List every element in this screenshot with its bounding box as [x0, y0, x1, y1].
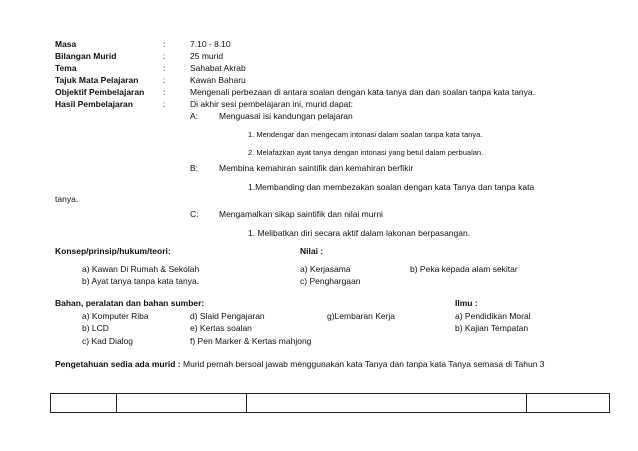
outcome-a-letter: A: [190, 111, 199, 121]
bahan-item: f) Pen Marker & Kertas mahjong [190, 336, 312, 346]
outcome-b-item-line-2: tanya. [55, 194, 79, 204]
outcome-a-title: Menguasai isi kandungan pelajaran [219, 111, 353, 121]
bahan-item: d) Slaid Pengajaran [190, 311, 265, 321]
konsep-item: a) Kawan Di Rumah & Sekolah [82, 264, 200, 274]
bahan-label: Bahan, peralatan dan bahan sumber: [55, 298, 205, 308]
bilangan-murid-colon: : [163, 51, 166, 61]
tema-label: Tema [55, 63, 77, 73]
bahan-item: a) Komputer Riba [82, 311, 149, 321]
bilangan-murid-value: 25 murid [190, 51, 224, 61]
ilmu-item: b) Kajian Tempatan [455, 323, 529, 333]
objektif-colon: : [163, 87, 166, 97]
nilai-item: a) Kerjasama [300, 264, 351, 274]
lesson-table [50, 393, 610, 413]
konsep-label: Konsep/prinsip/hukum/teori: [55, 246, 171, 256]
ilmu-label: Ilmu : [455, 298, 478, 308]
bahan-item: c) Kad Dialog [82, 336, 134, 346]
bilangan-murid-label: Bilangan Murid [55, 51, 117, 61]
pengetahuan-label: Pengetahuan sedia ada murid : [55, 359, 181, 369]
objektif-label: Objektif Pembelajaran [55, 87, 145, 97]
outcome-c-letter: C: [190, 209, 199, 219]
tema-value: Sahabat Akrab [190, 63, 246, 73]
tajuk-label: Tajuk Mata Pelajaran [55, 75, 139, 85]
hasil-value: Di akhir sesi pembelajaran ini, murid dapat: [190, 99, 353, 109]
konsep-item: b) Ayat tanya tanpa kata tanya. [82, 276, 200, 286]
hasil-colon: : [163, 99, 166, 109]
hasil-label: Hasil Pembelajaran [55, 99, 133, 109]
masa-value: 7.10 - 8.10 [190, 39, 231, 49]
nilai-label: Nilai : [300, 246, 324, 256]
nilai-item: c) Penghargaan [300, 276, 361, 286]
masa-colon: : [163, 39, 166, 49]
nilai-item: b) Peka kepada alam sekitar [410, 264, 518, 274]
tema-colon: : [163, 63, 166, 73]
bahan-item: g)Lembaran Kerja [327, 311, 396, 321]
table-divider [526, 394, 527, 412]
table-divider [116, 394, 117, 412]
pengetahuan-text: Murid pernah bersoal jawab menggunakan kata Tanya dan tanpa kata Tanya semasa di Tahun 3 [183, 359, 545, 369]
outcome-a-item-2: 2. Melafazkan ayat tanya dengan intonasi yang betul dalam perbualan. [248, 148, 484, 157]
table-divider [246, 394, 247, 412]
outcome-c-title: Mengamalkan sikap saintifik dan nilai murni [219, 209, 383, 219]
bahan-item: b) LCD [82, 323, 109, 333]
masa-label: Masa [55, 39, 77, 49]
tajuk-value: Kawan Baharu [190, 75, 246, 85]
outcome-b-letter: B: [190, 163, 199, 173]
objektif-value: Mengenali perbezaan di antara soalan dengan kata tanya dan dan soalan tanpa kata tanya. [190, 87, 535, 97]
outcome-a-item-1: 1. Mendengar dan mengecam intonasi dalam soalan tanpa kata tanya. [248, 130, 483, 139]
outcome-c-item: 1. Melibatkan diri secara aktif dalam lakonan berpasangan. [248, 228, 471, 238]
pengetahuan-sedia-ada [55, 360, 545, 369]
outcome-b-item-line-1: 1.Membanding dan membezakan soalan dengan kata Tanya dan tanpa kata [248, 182, 535, 192]
tajuk-colon: : [163, 75, 166, 85]
outcome-b-title: Membina kemahiran saintifik dan kemahiran berfikir [219, 163, 414, 173]
bahan-item: e) Kertas soalan [190, 323, 252, 333]
ilmu-item: a) Pendidikan Moral [455, 311, 531, 321]
